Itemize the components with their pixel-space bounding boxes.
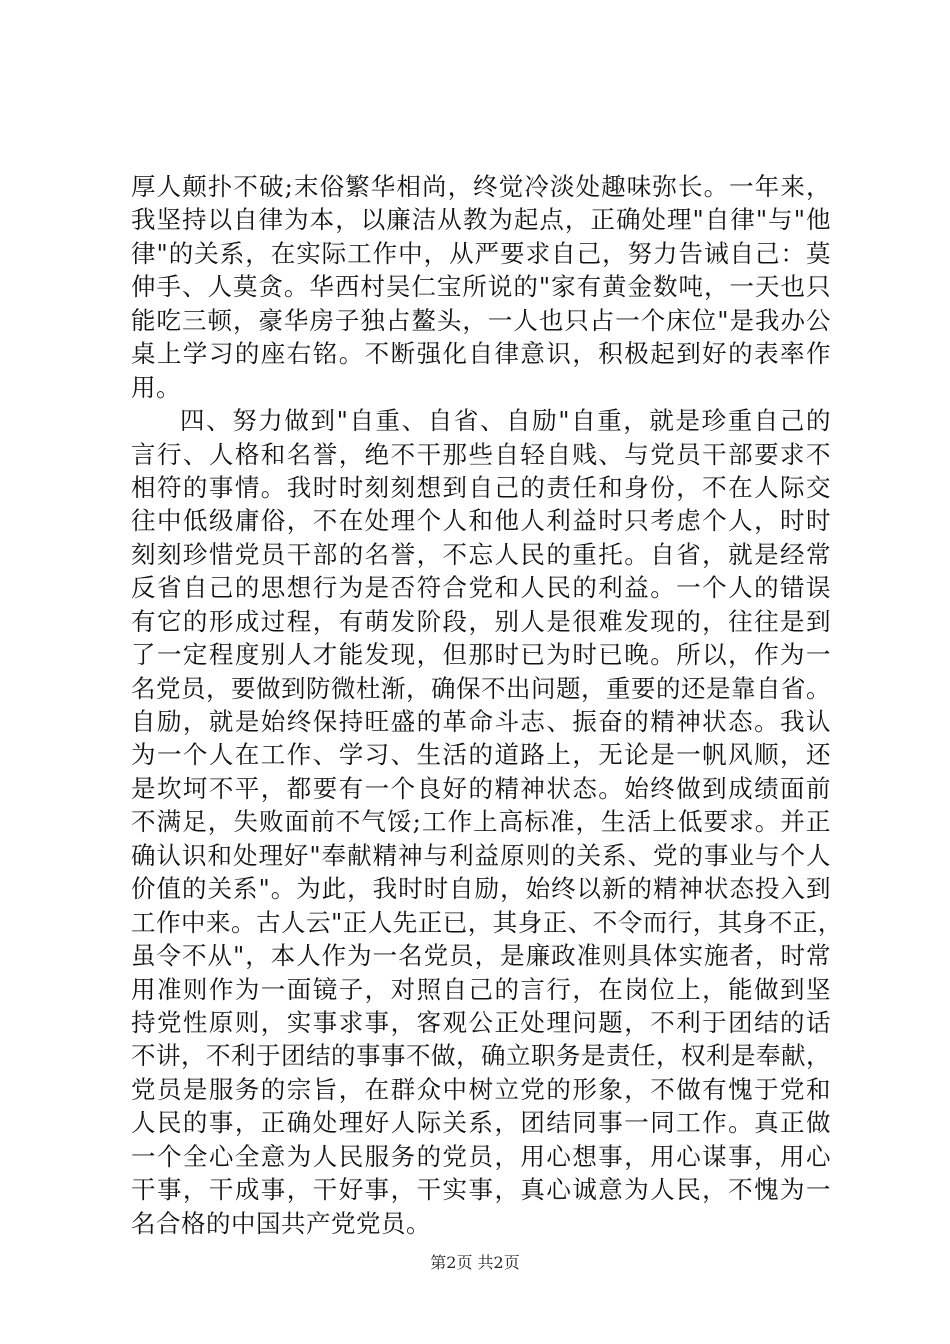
text-line: 厚人颠扑不破;末俗繁华相尚，终觉冷淡处趣味弥长。一年来， xyxy=(131,172,831,201)
text-line: 我坚持以自律为本，以廉洁从教为起点，正确处理"自律"与"他 xyxy=(131,205,831,235)
text-line: 往中低级庸俗，不在处理个人和他人利益时只考虑个人，时时 xyxy=(131,506,831,536)
text-line: 反省自己的思想行为是否符合党和人民的利益。一个人的错误 xyxy=(131,573,831,603)
text-line: 是坎坷不平，都要有一个良好的精神状态。始终做到成绩面前 xyxy=(131,773,831,803)
text-line: 用。 xyxy=(131,372,181,402)
paragraph-start-line: 四、努力做到"自重、自省、自励"自重，就是珍重自己的 xyxy=(180,406,831,436)
text-line: 言行、人格和名誉，绝不干那些自轻自贱、与党员干部要求不 xyxy=(131,439,831,469)
text-line: 能吃三顿，豪华房子独占鳌头，一人也只占一个床位"是我办公 xyxy=(131,305,831,335)
text-line: 名合格的中国共产党党员。 xyxy=(131,1208,431,1238)
text-line: 桌上学习的座右铭。不断强化自律意识，积极起到好的表率作 xyxy=(131,339,831,369)
text-line: 有它的形成过程，有萌发阶段，别人是很难发现的，往往是到 xyxy=(131,606,831,636)
text-line: 一个全心全意为人民服务的党员，用心想事，用心谋事，用心 xyxy=(131,1141,831,1171)
text-line: 虽令不从"，本人作为一名党员，是廉政准则具体实施者，时常 xyxy=(131,941,831,971)
text-line: 人民的事，正确处理好人际关系，团结同事一同工作。真正做 xyxy=(131,1108,831,1138)
page-number-footer: 第2页 共2页 xyxy=(430,1253,520,1272)
text-line: 干事，干成事，干好事，干实事，真心诚意为人民，不愧为一 xyxy=(131,1175,831,1205)
text-line: 工作中来。古人云"正人先正已，其身正、不令而行，其身不正， xyxy=(131,907,843,937)
text-line: 不讲，不利于团结的事事不做，确立职务是责任，权利是奉献， xyxy=(131,1041,831,1071)
text-line: 价值的关系"。为此，我时时自励，始终以新的精神状态投入到 xyxy=(131,874,831,904)
text-line: 名党员，要做到防微杜渐，确保不出问题，重要的还是靠自省。 xyxy=(131,673,831,703)
body-text xyxy=(131,170,843,1240)
text-line: 党员是服务的宗旨，在群众中树立党的形象，不做有愧于党和 xyxy=(131,1074,831,1104)
text-line: 相符的事情。我时时刻刻想到自己的责任和身份，不在人际交 xyxy=(131,472,831,502)
text-line: 持党性原则，实事求事，客观公正处理问题，不利于团结的话 xyxy=(131,1007,831,1037)
text-line: 律"的关系，在实际工作中，从严要求自己，努力告诫自己：莫 xyxy=(131,238,831,268)
text-line: 伸手、人莫贪。华西村吴仁宝所说的"家有黄金数吨，一天也只 xyxy=(131,272,831,302)
text-line: 了一定程度别人才能发现，但那时已为时已晚。所以，作为一 xyxy=(131,640,831,670)
text-line: 为一个人在工作、学习、生活的道路上，无论是一帆风顺，还 xyxy=(131,740,831,770)
text-line: 刻刻珍惜党员干部的名誉，不忘人民的重托。自省，就是经常 xyxy=(131,539,831,569)
text-line: 自励，就是始终保持旺盛的革命斗志、振奋的精神状态。我认 xyxy=(131,707,831,736)
text-line: 确认识和处理好"奉献精神与利益原则的关系、党的事业与个人 xyxy=(131,840,831,870)
text-line: 不满足，失败面前不气馁;工作上高标准，生活上低要求。并正 xyxy=(131,807,831,837)
text-line: 用准则作为一面镜子，对照自己的言行，在岗位上，能做到坚 xyxy=(131,974,831,1004)
